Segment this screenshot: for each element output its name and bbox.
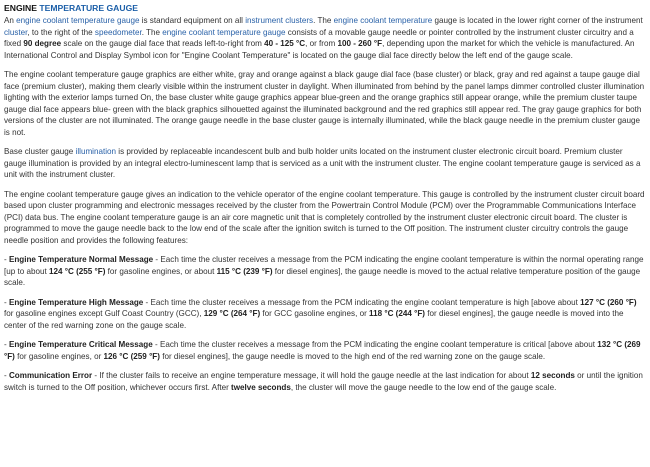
text-span: . The <box>313 16 334 25</box>
bold-value: 118 °C (244 °F) <box>369 309 426 318</box>
feature-normal-message <box>4 254 646 289</box>
page-title <box>4 2 646 14</box>
text-span: is standard equipment on all <box>139 16 246 25</box>
paragraph-overview <box>4 15 646 61</box>
text-span: , to the right of the <box>27 27 95 37</box>
text-span: gauge is located in the lower right corner of the instrument <box>432 16 643 25</box>
feature-critical-message <box>4 339 646 362</box>
feature-communication-error <box>4 370 646 393</box>
paragraph-illumination <box>4 146 646 181</box>
text-span: - Each time the cluster receives a message from the PCM indicating the engine coolant temperature is critical [above about <box>152 340 598 349</box>
bold-value: 132 °C (269 °F) <box>4 340 641 361</box>
feature-name: Engine Temperature Normal Message <box>8 255 154 264</box>
bold-value: 126 °C (259 °F) <box>103 351 160 361</box>
bullet-dash: - <box>4 371 9 380</box>
bold-value: 40 - 125 °C <box>264 39 306 48</box>
text-span: - Each time the cluster receives a message from the PCM indicating the engine coolant temperature is high [above about <box>143 297 581 307</box>
bullet-dash: - <box>4 297 9 307</box>
paragraph-operation: The engine coolant temperature gauge gives an indication to the vehicle operator of the engine coolant temperature. This gauge is controlled by the instrument cluster circuit board based upon cluster programming and electronic messages received by the cluster from the Powertrain Control Module (PCM) over the Programmable Communications Interface (PCI) data bus. The engine coolant temperature gauge is an air core magnetic unit that is completely controlled by the instrument cluster electronic circuit board. The cluster is programmed to move the gauge needle back to the low end of the scale after the ignition switch is turned to the Off position. The instrument cluster circuitry controls the gauge needle position and provides the following features: <box>4 189 645 245</box>
link-engine-coolant-temperature[interactable]: engine coolant temperature <box>333 16 433 25</box>
text-span: , the cluster will move the gauge needle to the low end of the gauge scale. <box>290 382 557 392</box>
bullet-dash: - <box>4 255 9 264</box>
text-span: for diesel engines], the gauge needle is moved to the actual relative temperature position of the gauge scale. <box>4 266 641 287</box>
feature-name: Engine Temperature Critical Message <box>8 340 153 349</box>
bullet-dash: - <box>4 340 9 349</box>
text-span: Base cluster gauge <box>4 147 76 156</box>
text-span: . The <box>141 27 163 37</box>
text-span: is provided by replaceable incandescent bulb and bulb holder units located on the instrument cluster electronic circuit board. Premium cluster gauge illumination is provided by an integral electro-luminescent lamp that is serviced as a unit with the instrument cluster. The engine coolant temperature gauge is serviced as a unit with the instrument cluster. <box>4 147 641 179</box>
text-span: or until the ignition switch is turned to the Off position, whichever occurs first. After <box>4 371 643 392</box>
text-span: - Each time the cluster receives a message from the PCM indicating the engine coolant temperature is within the normal operating range [up to about <box>4 255 644 276</box>
text-span: - If the cluster fails to receive an engine temperature message, it will hold the gauge needle at the last indication for about <box>92 371 531 380</box>
text-span: , or from <box>305 39 338 48</box>
link-speedometer[interactable]: speedometer <box>94 27 142 37</box>
text-span: for gasoline engines, or <box>14 351 104 361</box>
feature-high-message <box>4 297 646 332</box>
bold-value: 100 - 260 °F <box>337 39 383 48</box>
link-cluster[interactable]: cluster <box>4 27 28 37</box>
bold-value: 124 °C (255 °F) <box>49 266 106 276</box>
title-highlight: TEMPERATURE GAUGE <box>39 3 139 13</box>
bold-value: twelve seconds <box>231 382 291 392</box>
bold-value: 12 seconds <box>530 371 575 380</box>
text-span: , depending upon the market for which the vehicle is manufactured. An International Control and Display Symbol icon for "Engine Coolant Temperature" is located on the gauge dial face directly below the left end of the gauge scale. <box>4 39 635 60</box>
text-span: An <box>4 16 17 25</box>
text-span: for diesel engines], the gauge needle is moved into the center of the red warning zone on the gauge scale. <box>4 309 624 330</box>
text-span: scale on the gauge dial face that reads left-to-right from <box>61 39 265 48</box>
link-engine-coolant-temperature-gauge-2[interactable]: engine coolant temperature gauge <box>162 27 286 37</box>
bold-value: 115 °C (239 °F) <box>216 266 273 276</box>
text-span: for diesel engines], the gauge needle is moved to the high end of the red warning zone on the gauge scale. <box>159 351 546 361</box>
bold-value: 127 °C (260 °F) <box>580 297 637 307</box>
text-span: consists of a movable gauge needle or pointer controlled by the instrument cluster circuitry and a fixed <box>4 27 634 48</box>
text-span: for gasoline engines except Gulf Coast Country (GCC), <box>4 309 204 318</box>
text-span: for GCC gasoline engines, or <box>260 309 370 318</box>
bold-value: 90 degree <box>23 39 62 48</box>
paragraph-graphics: The engine coolant temperature gauge graphics are either white, gray and orange against a black gauge dial face (base cluster) or black, gray and red against a taupe gauge dial face (premium cluster), making them clearly visible within the instrument cluster in daylight. When illuminated from behind by the panel lamps dimmer controlled cluster illumination lighting with the exterior lamps turned On, the base cluster white gauge graphics appear blue-green and the orange graphics still appear orange, while the premium cluster taupe gauge dial face appears blue- green with the black graphics silhouetted against the illuminated background and the red graphics still appear red. The gray gauge graphics for both versions of the cluster are not illuminated. The orange gauge needle in the base cluster gauge is internally illuminated, while the black gauge needle in the premium cluster gauge is not. <box>4 70 645 137</box>
bold-value: 129 °C (264 °F) <box>203 309 261 318</box>
link-instrument-clusters[interactable]: instrument clusters <box>245 16 314 25</box>
feature-name: Communication Error <box>8 371 93 380</box>
feature-name: Engine Temperature High Message <box>8 297 144 307</box>
link-illumination[interactable]: illumination <box>75 147 117 156</box>
text-span: for gasoline engines, or about <box>105 266 217 276</box>
title-prefix: ENGINE <box>4 3 40 13</box>
link-engine-coolant-temperature-gauge[interactable]: engine coolant temperature gauge <box>16 16 140 25</box>
